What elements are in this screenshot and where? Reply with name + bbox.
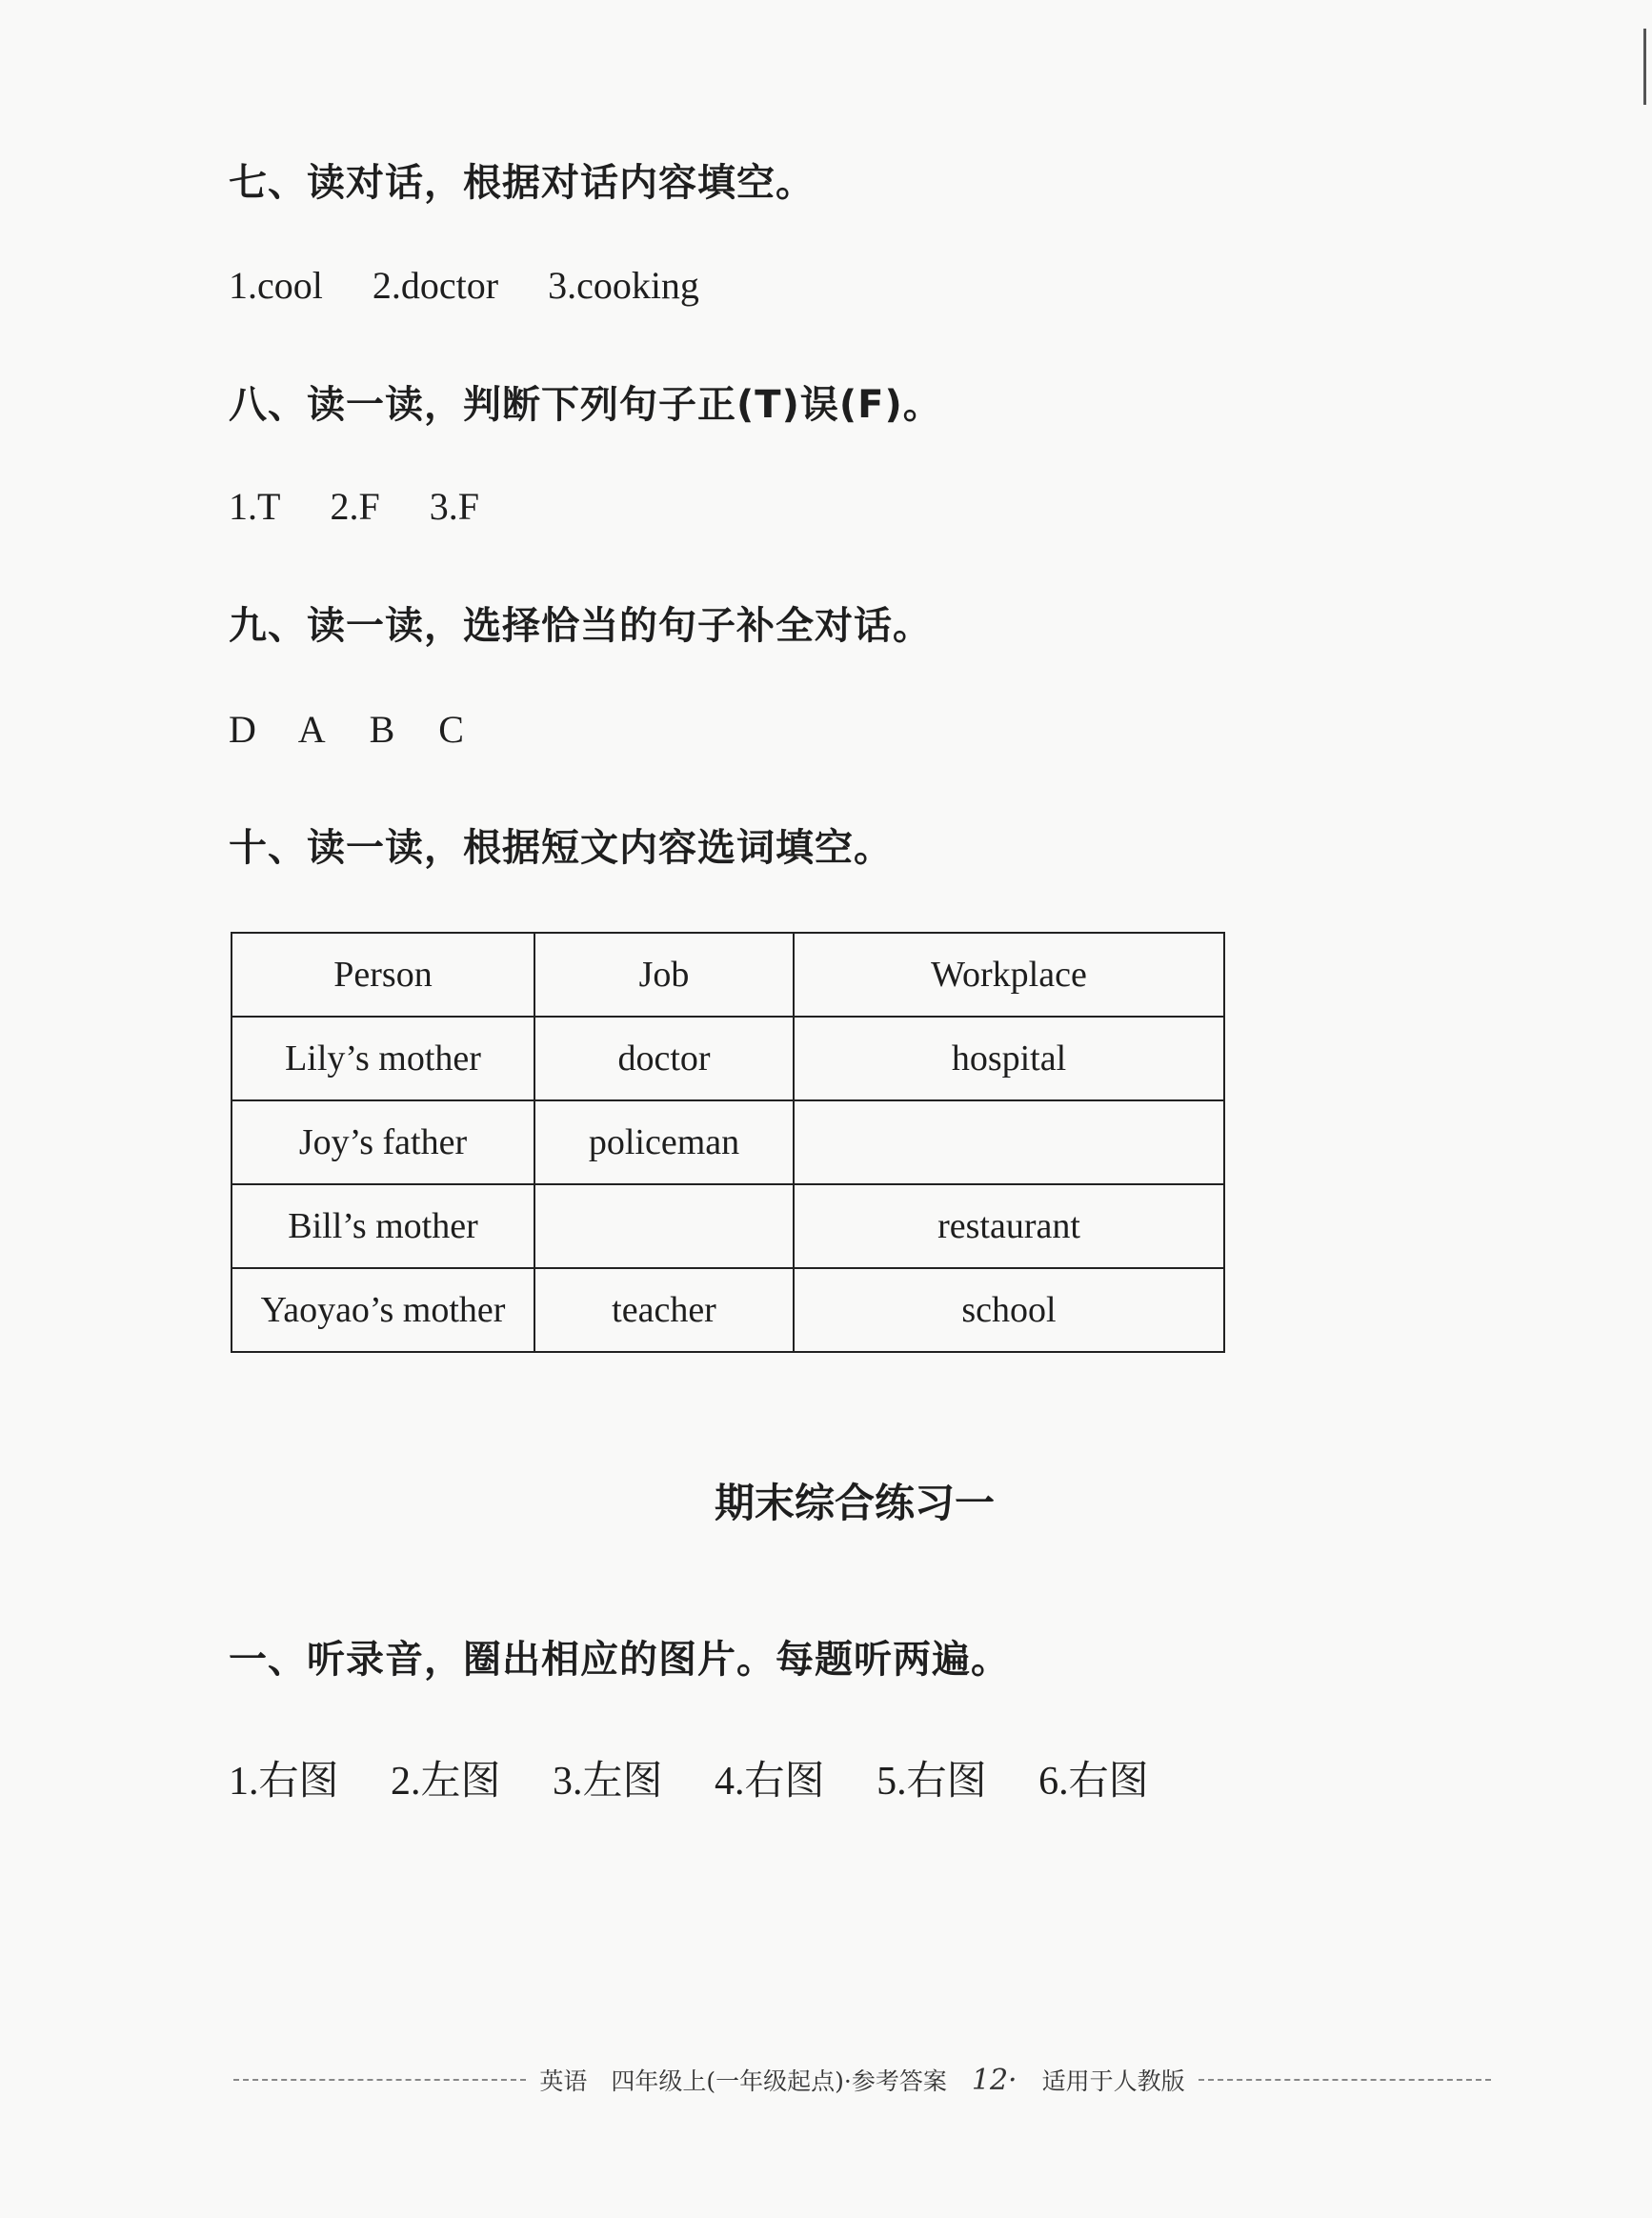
page-footer <box>233 2063 1491 2097</box>
header-workplace: Workplace <box>794 933 1224 1017</box>
answer-3: 3.左图 <box>553 1760 663 1804</box>
section-10-heading: 十、读一读，根据短文内容选词填空。 <box>229 826 893 870</box>
exam-section-1-heading: 一、听录音，圈出相应的图片。每题听两遍。 <box>229 1638 1010 1682</box>
cell-person: Yaoyao’s mother <box>232 1268 534 1352</box>
footer-dash-right <box>1199 2079 1491 2081</box>
section-9-heading: 九、读一读，选择恰当的句子补全对话。 <box>229 604 932 648</box>
page-number: 12· <box>971 2063 1017 2097</box>
cell-person: Joy’s father <box>232 1100 534 1184</box>
footer-edition: 适用于人教版 <box>1041 2067 1185 2095</box>
answer-table <box>231 932 1225 1353</box>
answer-2: A <box>297 708 326 751</box>
answer-6: 6.右图 <box>1038 1760 1149 1804</box>
cell-workplace: restaurant <box>794 1184 1224 1268</box>
answer-1: 1.T <box>229 485 281 528</box>
answer-1: D <box>229 708 256 751</box>
section-8-heading: 八、读一读，判断下列句子正(T)误(F)。 <box>229 383 942 427</box>
section-8-answers <box>229 484 519 529</box>
answer-3: 3.F <box>429 485 479 528</box>
cell-workplace: hospital <box>794 1017 1224 1100</box>
cell-job: teacher <box>534 1268 794 1352</box>
footer-dash-left <box>233 2079 526 2081</box>
answer-3: 3.cooking <box>548 264 699 307</box>
table-row <box>232 1184 1224 1268</box>
exam-title: 期末综合练习一 <box>714 1480 995 1526</box>
exam-section-1-answers <box>229 1749 1191 1806</box>
cell-job <box>534 1184 794 1268</box>
table-row <box>232 1100 1224 1184</box>
cell-job: policeman <box>534 1100 794 1184</box>
answer-5: 5.右图 <box>876 1760 987 1804</box>
answer-2: 2.左图 <box>391 1760 501 1804</box>
binding-mark <box>1643 29 1646 105</box>
section-9-answers <box>229 707 498 752</box>
section-7-answers <box>229 263 739 308</box>
cell-job: doctor <box>534 1017 794 1100</box>
answer-4: 4.右图 <box>715 1760 825 1804</box>
cell-person: Lily’s mother <box>232 1017 534 1100</box>
footer-subject: 英语 四年级上(一年级起点)·参考答案 <box>539 2067 947 2095</box>
table-header-row <box>232 933 1224 1017</box>
header-person: Person <box>232 933 534 1017</box>
answer-3: B <box>369 708 395 751</box>
table-row <box>232 1017 1224 1100</box>
cell-person: Bill’s mother <box>232 1184 534 1268</box>
answer-2: 2.doctor <box>372 264 499 307</box>
cell-workplace: school <box>794 1268 1224 1352</box>
section-7-heading: 七、读对话，根据对话内容填空。 <box>229 161 815 205</box>
answer-2: 2.F <box>330 485 380 528</box>
table-row <box>232 1268 1224 1352</box>
cell-workplace <box>794 1100 1224 1184</box>
answer-1: 1.cool <box>229 264 323 307</box>
answer-1: 1.右图 <box>229 1760 339 1804</box>
answer-4: C <box>438 708 464 751</box>
header-job: Job <box>534 933 794 1017</box>
